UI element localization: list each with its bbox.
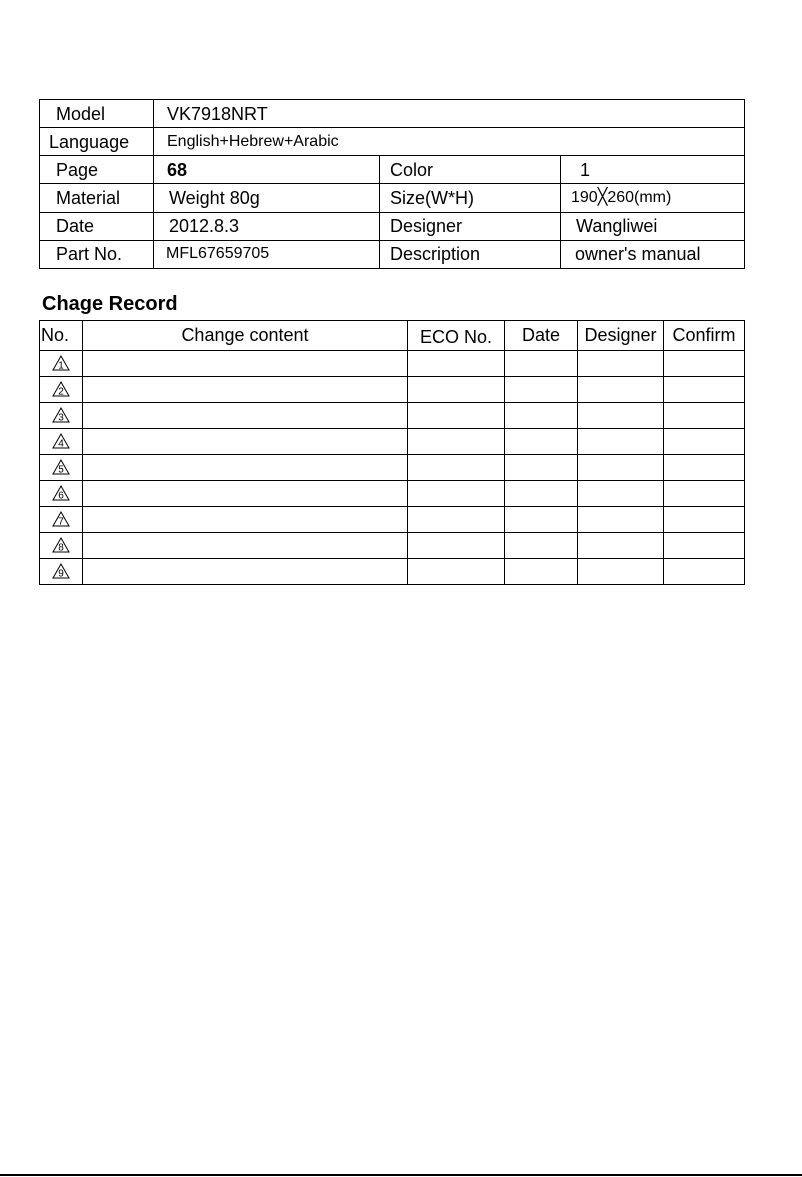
change-content-cell — [83, 429, 408, 455]
change-record-table — [39, 320, 745, 585]
date-cell — [505, 455, 578, 481]
designer-value: Wangliwei — [561, 212, 745, 240]
revision-triangle-icon — [52, 407, 70, 423]
revision-triangle-icon — [52, 485, 70, 501]
eco-no-cell — [408, 559, 505, 585]
date-value: 2012.8.3 — [154, 212, 380, 240]
spec-row-language — [40, 128, 745, 156]
date-label: Date — [40, 212, 154, 240]
spec-row-partno — [40, 240, 745, 268]
change-content-cell — [83, 351, 408, 377]
confirm-cell — [664, 403, 745, 429]
description-label: Description — [380, 240, 561, 268]
page-value: 68 — [154, 156, 380, 184]
designer-cell — [578, 455, 664, 481]
confirm-cell — [664, 351, 745, 377]
revision-triangle-icon — [52, 459, 70, 475]
confirm-cell — [664, 481, 745, 507]
header-no: No. — [40, 321, 83, 351]
header-date: Date — [505, 321, 578, 351]
eco-no-cell — [408, 377, 505, 403]
designer-cell — [578, 403, 664, 429]
revision-number-cell — [40, 403, 83, 429]
eco-no-cell — [408, 351, 505, 377]
confirm-cell — [664, 455, 745, 481]
change-record-row — [40, 351, 745, 377]
page-label: Page — [40, 156, 154, 184]
spec-row-model — [40, 100, 745, 128]
confirm-cell — [664, 559, 745, 585]
revision-number-cell — [40, 559, 83, 585]
material-value: Weight 80g — [154, 184, 380, 212]
color-label: Color — [380, 156, 561, 184]
date-cell — [505, 507, 578, 533]
designer-cell — [578, 507, 664, 533]
revision-number: 5 — [58, 464, 64, 476]
header-confirm: Confirm — [664, 321, 745, 351]
change-record-row — [40, 377, 745, 403]
date-cell — [505, 403, 578, 429]
change-content-cell — [83, 559, 408, 585]
eco-no-cell — [408, 481, 505, 507]
designer-cell — [578, 559, 664, 585]
eco-no-cell — [408, 533, 505, 559]
confirm-cell — [664, 533, 745, 559]
revision-triangle-icon — [52, 537, 70, 553]
designer-cell — [578, 481, 664, 507]
revision-number: 3 — [58, 412, 64, 424]
change-content-cell — [83, 455, 408, 481]
spec-row-material — [40, 184, 745, 212]
size-label: Size(W*H) — [380, 184, 561, 212]
revision-number-cell — [40, 533, 83, 559]
date-cell — [505, 377, 578, 403]
change-record-row — [40, 429, 745, 455]
partno-value: MFL67659705 — [154, 240, 380, 268]
header-designer: Designer — [578, 321, 664, 351]
eco-no-cell — [408, 403, 505, 429]
date-cell — [505, 481, 578, 507]
eco-no-cell — [408, 429, 505, 455]
designer-cell — [578, 377, 664, 403]
spec-row-page — [40, 156, 745, 184]
change-content-cell — [83, 533, 408, 559]
partno-label: Part No. — [40, 240, 154, 268]
revision-number-cell — [40, 429, 83, 455]
designer-cell — [578, 351, 664, 377]
date-cell — [505, 559, 578, 585]
material-label: Material — [40, 184, 154, 212]
change-content-cell — [83, 481, 408, 507]
revision-number: 8 — [58, 542, 64, 554]
revision-triangle-icon — [52, 381, 70, 397]
designer-cell — [578, 429, 664, 455]
change-record-row — [40, 533, 745, 559]
change-content-cell — [83, 507, 408, 533]
revision-triangle-icon — [52, 355, 70, 371]
change-content-cell — [83, 403, 408, 429]
revision-number-cell — [40, 351, 83, 377]
confirm-cell — [664, 507, 745, 533]
eco-no-cell — [408, 455, 505, 481]
description-value: owner's manual — [561, 240, 745, 268]
revision-number: 2 — [58, 386, 64, 398]
revision-number-cell — [40, 481, 83, 507]
change-record-body — [40, 351, 745, 585]
change-record-row — [40, 481, 745, 507]
revision-number: 6 — [58, 490, 64, 502]
change-record-row — [40, 403, 745, 429]
language-label: Language — [40, 128, 154, 156]
confirm-cell — [664, 429, 745, 455]
date-cell — [505, 351, 578, 377]
revision-number-cell — [40, 377, 83, 403]
revision-number-cell — [40, 455, 83, 481]
change-record-row — [40, 559, 745, 585]
revision-number: 4 — [58, 438, 64, 450]
designer-label: Designer — [380, 212, 561, 240]
header-eco-no: ECO No. — [408, 321, 505, 351]
change-record-row — [40, 455, 745, 481]
change-record-header-row — [40, 321, 745, 351]
revision-triangle-icon — [52, 433, 70, 449]
revision-triangle-icon — [52, 563, 70, 579]
revision-triangle-icon — [52, 511, 70, 527]
revision-number: 9 — [58, 568, 64, 580]
bottom-rule — [0, 1174, 802, 1176]
revision-number: 7 — [58, 516, 64, 528]
model-value: VK7918NRT — [154, 100, 745, 128]
change-content-cell — [83, 377, 408, 403]
date-cell — [505, 429, 578, 455]
header-change-content: Change content — [83, 321, 408, 351]
confirm-cell — [664, 377, 745, 403]
revision-number-cell — [40, 507, 83, 533]
revision-number: 1 — [58, 360, 64, 372]
color-value: 1 — [561, 156, 745, 184]
model-label: Model — [40, 100, 154, 128]
size-value: 190╳260(mm) — [561, 184, 745, 212]
language-value: English+Hebrew+Arabic — [154, 128, 745, 156]
designer-cell — [578, 533, 664, 559]
change-record-title: Chage Record — [42, 293, 178, 315]
eco-no-cell — [408, 507, 505, 533]
date-cell — [505, 533, 578, 559]
change-record-row — [40, 507, 745, 533]
spec-table — [39, 99, 745, 269]
spec-row-date — [40, 212, 745, 240]
